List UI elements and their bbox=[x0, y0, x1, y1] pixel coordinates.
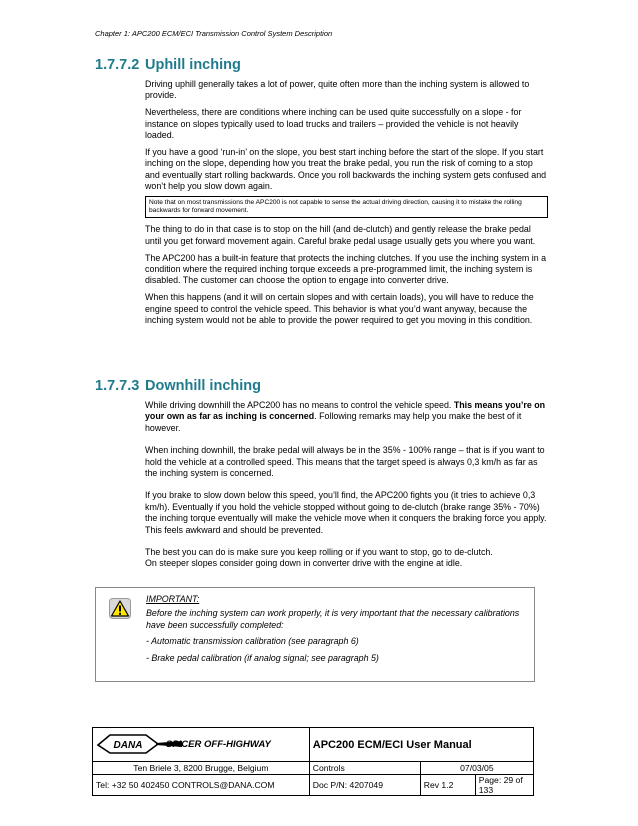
dana-logo bbox=[96, 731, 296, 757]
contact-cell: Tel: +32 50 402450 CONTROLS@DANA.COM bbox=[93, 775, 310, 796]
section-downhill-inching bbox=[95, 378, 555, 570]
emphasis: This means you’re on your own as far as inching is concerned bbox=[145, 400, 546, 422]
doc-pn-cell: Doc P/N: 4207049 bbox=[309, 775, 420, 796]
logo-spicer-text: SPICER OFF-HIGHWAY bbox=[166, 738, 271, 750]
paragraph: If you have a good ‘run-in’ on the slope, you best start inching before the start of the slope. If you start inching on the slope, depending how you treat the brake pedal, you run the risk of coming to a stop and eventually start rolling backwards. Once you roll backwards the inching system gets confused and won’t help you slow down again. bbox=[145, 147, 547, 192]
important-box bbox=[95, 587, 535, 682]
section-uphill-inching bbox=[95, 57, 555, 332]
date-cell: 07/03/05 bbox=[420, 762, 533, 775]
important-item: - Brake pedal calibration (if analog signal; see paragraph 5) bbox=[146, 652, 379, 663]
paragraph: The thing to do in that case is to stop on the hill (and de-clutch) and gently release the brake pedal until you get forward movement again. Careful brake pedal usage usually gets you where you want. bbox=[145, 224, 536, 246]
section-title: Downhill inching bbox=[145, 378, 261, 394]
important-text: Before the inching system can work properly, it is very important that the necessary calibrations have been successfully completed: bbox=[146, 608, 520, 630]
section-heading bbox=[95, 378, 555, 394]
paragraph: The best you can do is make sure you keep rolling or if you want to stop, go to de-clutch. On steeper slopes consider going down in converter drive with the engine at idle. bbox=[145, 547, 493, 569]
paragraph: If you brake to slow down below this speed, you’ll find, the APC200 fights you (it tries to achieve 0,3 km/h). Eventually if you hold the vehicle stopped without going to de-clutch (brake range 35% - 70%) the inching torque eventually will make the vehicle move when it conquers the braking force you apply. This feels awkward and should be prevented. bbox=[145, 490, 547, 535]
section-number: 1.7.7.2 bbox=[95, 57, 140, 73]
paragraph: While driving downhill the APC200 has no means to control the vehicle speed. This means you’re on your own as far as inching is concerned. Following remarks may help you make the best of it however. bbox=[145, 400, 546, 433]
important-heading: IMPORTANT: bbox=[146, 594, 200, 604]
warning-icon bbox=[109, 598, 131, 624]
logo-dana-text: DANA bbox=[113, 739, 143, 751]
section-heading bbox=[95, 57, 555, 73]
manual-title: APC200 ECM/ECI User Manual bbox=[309, 728, 533, 762]
section-title: Uphill inching bbox=[145, 57, 241, 73]
paragraph: When this happens (and it will on certain slopes and with certain loads), you will have to reduce the engine speed to control the vehicle speed. This behavior is what you’d want anyway, because the inching system would not be able to provide the power required to get you moving in this condition. bbox=[145, 292, 534, 326]
page-number-cell: Page: 29 of 133 bbox=[475, 775, 533, 796]
rev-cell: Rev 1.2 bbox=[420, 775, 475, 796]
paragraph: The APC200 has a built-in feature that protects the inching clutches. If you use the inching system in a condition where the required inching torque exceeds a pre-programmed limit, the inching system is disabled. The customer can choose the option to engage into converter drive. bbox=[145, 252, 547, 286]
important-item: - Automatic transmission calibration (see paragraph 6) bbox=[146, 636, 359, 647]
paragraph: When inching downhill, the brake pedal will always be in the 35% - 100% range – that is if you want to hold the vehicle at a controlled speed. This means that the target speed is always 0,3 km/h as far as the inching system is concerned. bbox=[145, 445, 545, 479]
category-cell: Controls bbox=[309, 762, 420, 775]
note-box: Note that on most transmissions the APC200 is not capable to sense the actual driving direction, causing it to mistake the rolling backwards for forward movement. bbox=[145, 196, 548, 219]
paragraph: Driving uphill generally takes a lot of power, quite often more than the inching system is allowed to provide. bbox=[145, 79, 530, 101]
footer-table bbox=[92, 727, 534, 796]
chapter-header: Chapter 1: APC200 ECM/ECI Transmission Control System Description bbox=[95, 29, 333, 38]
address-cell: Ten Briele 3, 8200 Brugge, Belgium bbox=[93, 762, 310, 775]
logo-cell bbox=[93, 728, 310, 762]
section-number: 1.7.7.3 bbox=[95, 378, 140, 394]
paragraph: Nevertheless, there are conditions where inching can be used quite successfully on a slope - for instance on slopes typically used to load trucks and trailers – provided the vehicle is not heavily loaded. bbox=[145, 107, 522, 141]
